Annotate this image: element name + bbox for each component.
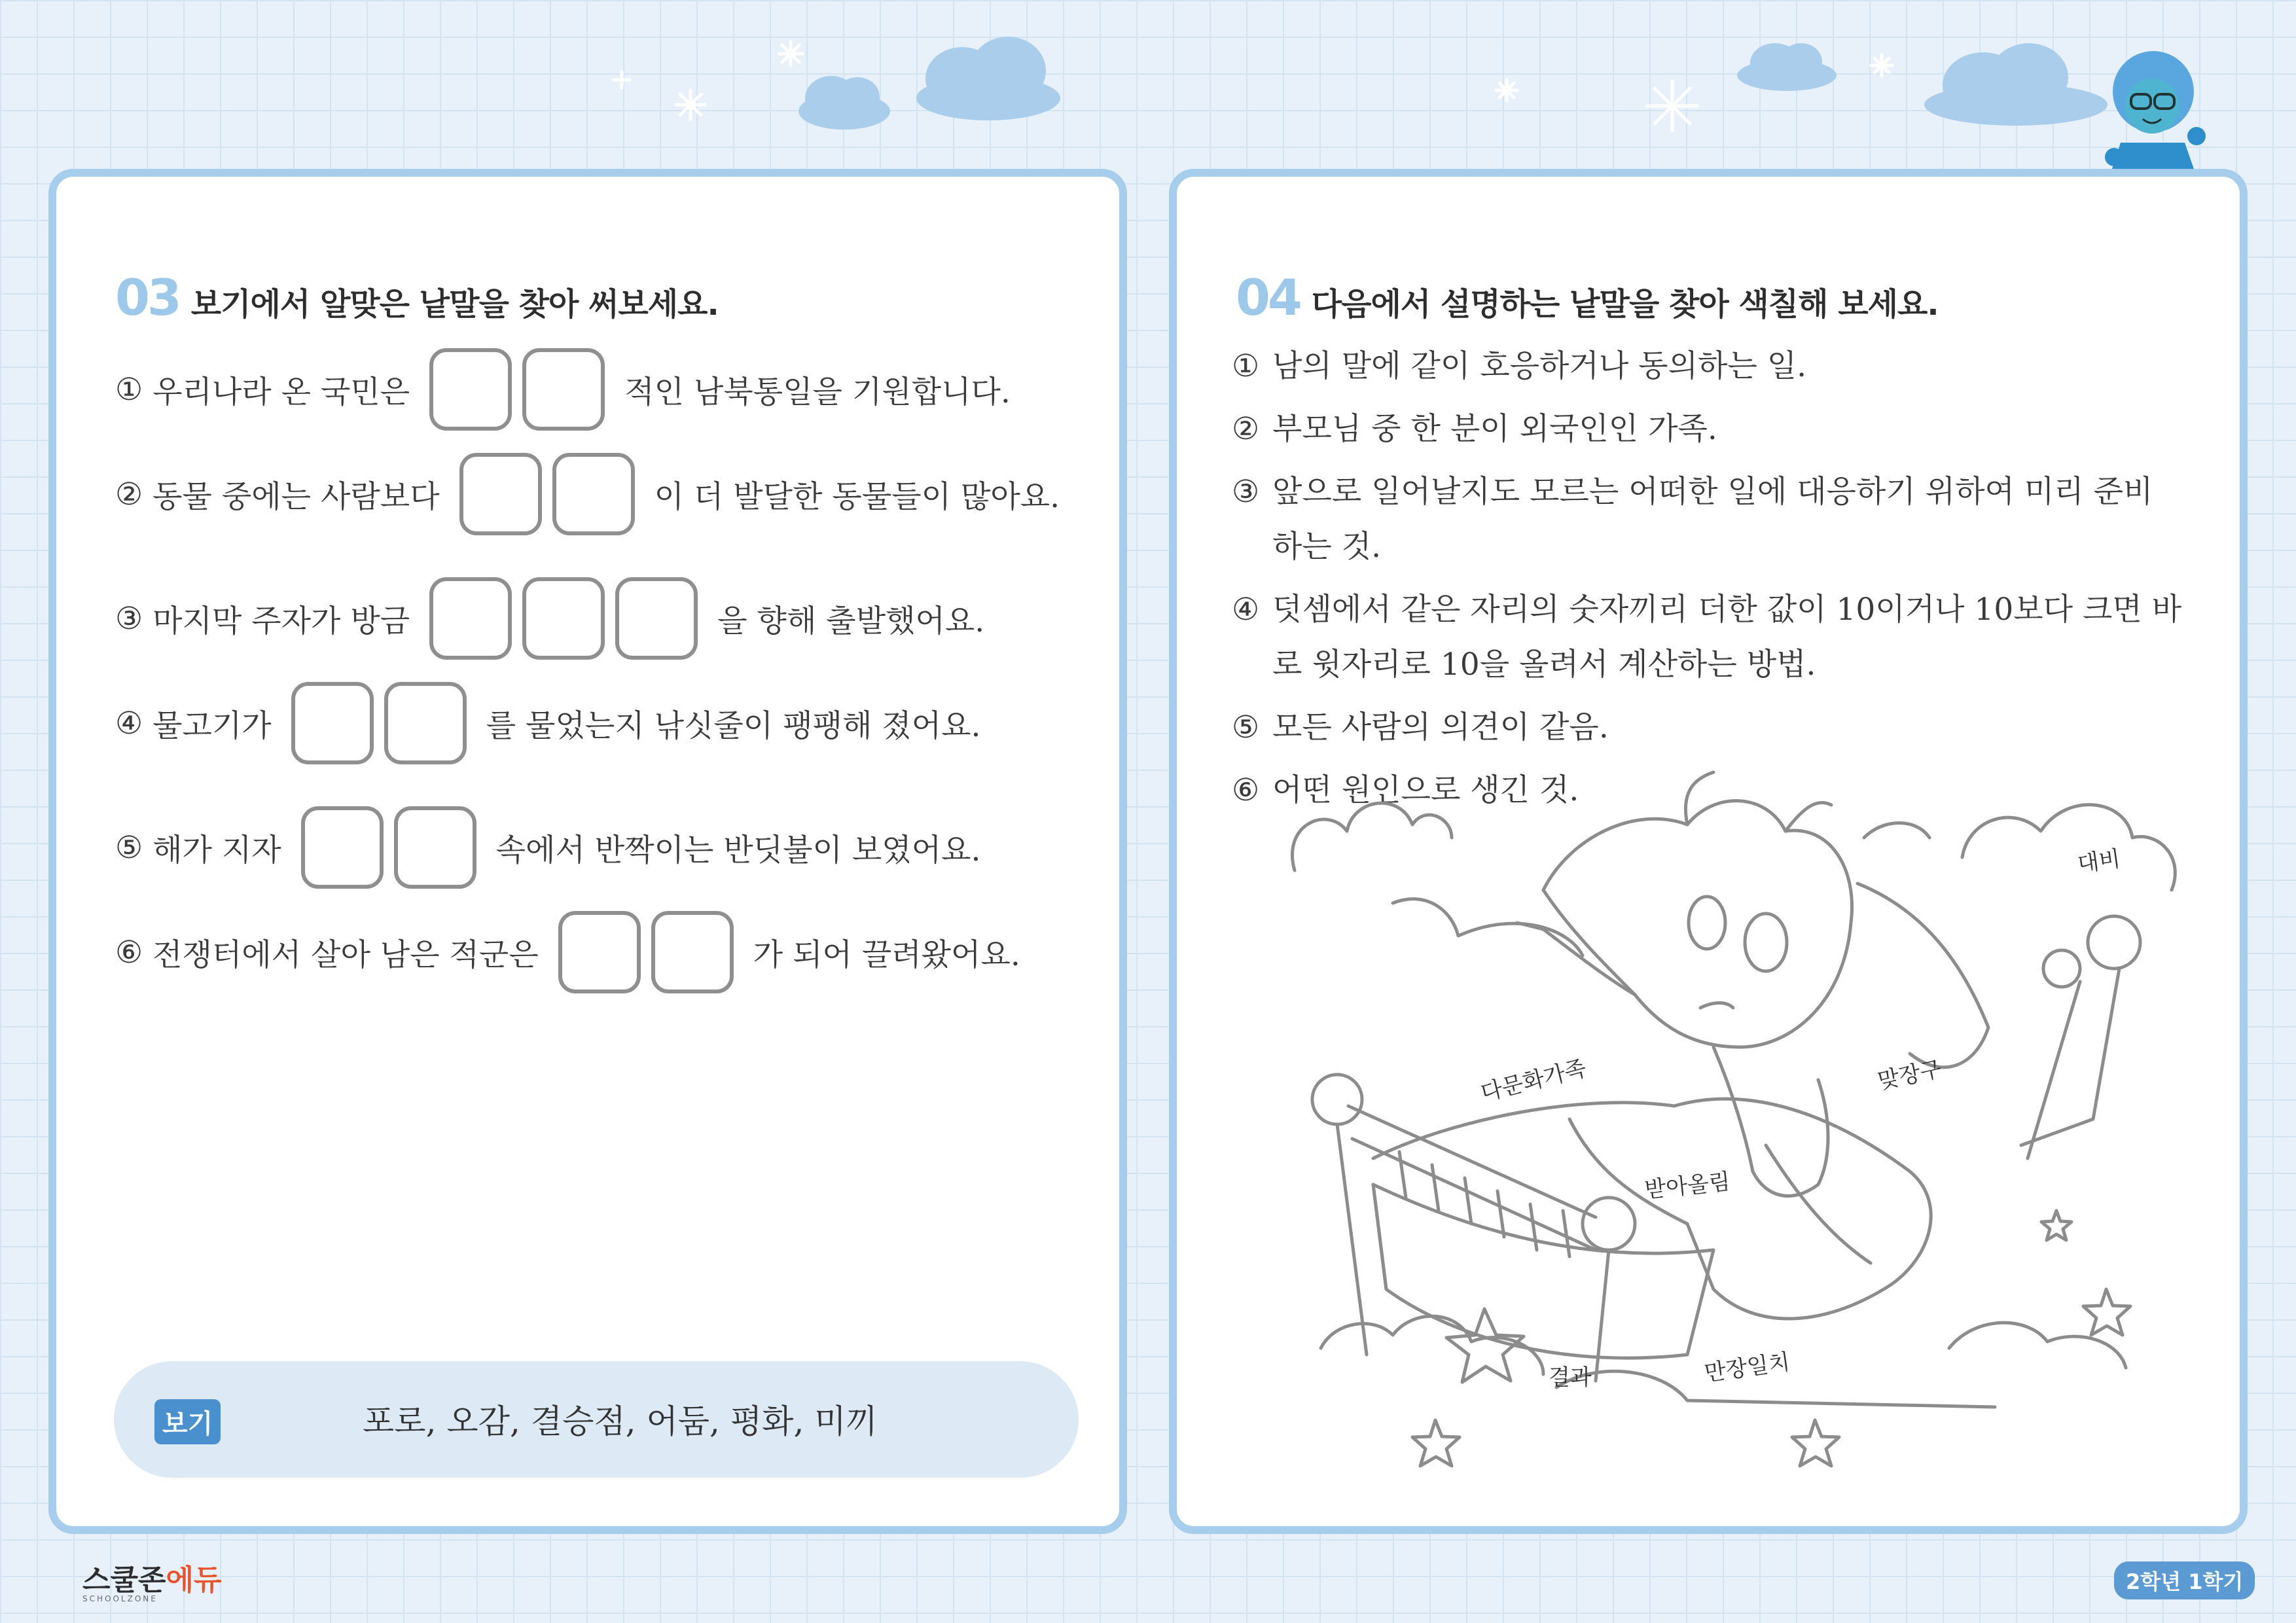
sentence-mark: ③ bbox=[115, 600, 143, 637]
sentence-before: 우리나라 온 국민은 bbox=[152, 374, 410, 410]
color-region-goat-head[interactable] bbox=[1543, 801, 1852, 1047]
answer-box[interactable] bbox=[394, 806, 476, 889]
item-text: 모든 사람의 의견이 같음. bbox=[1272, 709, 1609, 745]
snowflake-icon bbox=[1496, 80, 1517, 101]
answer-box[interactable] bbox=[552, 453, 635, 535]
sentence-row bbox=[115, 806, 980, 889]
cloud-icon bbox=[916, 37, 1060, 120]
color-region-bedpost-knob[interactable] bbox=[1312, 1075, 1362, 1124]
brand-logo bbox=[82, 1556, 222, 1603]
picture-word[interactable]: 대비 bbox=[2075, 846, 2123, 878]
sentence-before: 물고기가 bbox=[152, 707, 272, 744]
question-03-heading bbox=[115, 268, 719, 327]
sentence-before: 마지막 주자가 방금 bbox=[152, 603, 410, 639]
right-worksheet-panel bbox=[1169, 169, 2248, 1534]
word-bank-label: 보기 bbox=[154, 1399, 221, 1444]
cloud-icon bbox=[798, 76, 890, 130]
star-icon[interactable] bbox=[1446, 1309, 1524, 1382]
picture-word[interactable]: 결과 bbox=[1549, 1364, 1592, 1391]
sentence-mark: ② bbox=[115, 476, 143, 512]
color-region-goat-eye[interactable] bbox=[1689, 897, 1725, 949]
item-mark: ① bbox=[1232, 348, 1260, 384]
sentence-after: 가 되어 끌려왔어요. bbox=[753, 936, 1020, 973]
cloud-icon bbox=[1737, 43, 1837, 91]
sentence-before: 전쟁터에서 살아 남은 적군은 bbox=[152, 936, 539, 973]
star-icon[interactable] bbox=[2041, 1211, 2072, 1240]
picture-word[interactable]: 만장일치 bbox=[1702, 1349, 1792, 1387]
sentence-row bbox=[115, 453, 1060, 535]
answer-box[interactable] bbox=[429, 348, 512, 431]
sentence-before: 동물 중에는 사람보다 bbox=[152, 478, 440, 515]
picture-word[interactable]: 맞장구 bbox=[1875, 1056, 1945, 1095]
color-region-cloud[interactable] bbox=[1962, 805, 2175, 890]
answer-box[interactable] bbox=[459, 453, 542, 535]
word-bank-words: 포로, 오감, 결승점, 어둠, 평화, 미끼 bbox=[363, 1402, 878, 1440]
color-region-goat-ear[interactable] bbox=[1857, 883, 1988, 1067]
brand-main: 스쿨존 bbox=[82, 1563, 166, 1597]
grade-badge: 2학년 1학기 bbox=[2114, 1561, 2255, 1599]
item-mark: ③ bbox=[1232, 474, 1260, 510]
sentence-after: 이 더 발달한 동물들이 많아요. bbox=[654, 478, 1060, 515]
item-text: 남의 말에 같이 호응하거나 동의하는 일. bbox=[1272, 348, 1807, 384]
color-region-blanket[interactable] bbox=[1373, 1099, 1931, 1319]
sentence-after: 속에서 반짝이는 반딧불이 보였어요. bbox=[495, 832, 981, 868]
item-mark: ⑤ bbox=[1232, 709, 1260, 745]
picture-word[interactable]: 받아올림 bbox=[1643, 1168, 1732, 1204]
star-icon[interactable] bbox=[1792, 1420, 1839, 1466]
snowflake-icon bbox=[779, 42, 802, 65]
question-title: 보기에서 알맞은 낱말을 찾아 써보세요. bbox=[190, 286, 719, 323]
answer-box[interactable] bbox=[522, 348, 605, 431]
star-icon[interactable] bbox=[1412, 1420, 1460, 1466]
sentence-row bbox=[115, 348, 1011, 431]
left-worksheet-panel bbox=[48, 169, 1127, 1534]
snowflake-icon bbox=[1647, 81, 1697, 131]
item-text: 부모님 중 한 분이 외국인인 가족. bbox=[1272, 411, 1717, 447]
item-text-continued: 로 윗자리로 10을 올려서 계산하는 방법. bbox=[1272, 647, 1816, 683]
coloring-picture bbox=[1177, 177, 2240, 1526]
color-region-bedpost-knob[interactable] bbox=[1583, 1198, 1635, 1250]
color-region-goat-body[interactable] bbox=[1713, 1047, 1828, 1196]
item-text-continued: 하는 것. bbox=[1272, 529, 1382, 565]
sentence-mark: ⑥ bbox=[115, 934, 143, 971]
star-icon[interactable] bbox=[2083, 1289, 2130, 1335]
question-number: 04 bbox=[1236, 268, 1300, 327]
color-region-bedpost-knob[interactable] bbox=[2043, 950, 2080, 987]
snowflake-icon bbox=[1871, 55, 1892, 76]
item-text: 어떤 원인으로 생긴 것. bbox=[1272, 772, 1579, 808]
item-text: 덧셈에서 같은 자리의 숫자끼리 더한 값이 10이거나 10보다 크면 바 bbox=[1272, 592, 2182, 628]
sentence-after: 을 향해 출발했어요. bbox=[717, 603, 985, 639]
brand-sub: SCHOOLZONE bbox=[82, 1594, 158, 1603]
sentence-row bbox=[115, 682, 980, 764]
answer-box[interactable] bbox=[384, 682, 467, 764]
item-mark: ⑥ bbox=[1232, 772, 1260, 808]
header-decoration bbox=[0, 0, 2296, 170]
word-bank bbox=[114, 1361, 1079, 1478]
snowflake-icon bbox=[676, 90, 705, 119]
answer-box[interactable] bbox=[429, 577, 512, 660]
sentence-row bbox=[115, 577, 984, 660]
item-mark: ② bbox=[1232, 411, 1260, 447]
sentence-mark: ① bbox=[115, 371, 143, 408]
question-number: 03 bbox=[115, 268, 179, 327]
answer-box[interactable] bbox=[291, 682, 374, 764]
sentence-mark: ⑤ bbox=[115, 829, 143, 866]
answer-box[interactable] bbox=[522, 577, 605, 660]
item-text: 앞으로 일어날지도 모르는 어떠한 일에 대응하기 위하여 미리 준비 bbox=[1272, 474, 2153, 510]
question-title: 다음에서 설명하는 낱말을 찾아 색칠해 보세요. bbox=[1311, 286, 1939, 323]
sentence-row bbox=[115, 911, 1020, 993]
picture-word[interactable]: 다문화가족 bbox=[1478, 1055, 1589, 1107]
sentence-after: 적인 남북통일을 기원합니다. bbox=[624, 374, 1011, 410]
color-region-goat-eye[interactable] bbox=[1745, 914, 1787, 971]
color-region-cloud[interactable] bbox=[1292, 803, 1452, 870]
sentence-before: 해가 지자 bbox=[152, 832, 281, 868]
answer-box[interactable] bbox=[651, 911, 734, 993]
answer-box[interactable] bbox=[615, 577, 698, 660]
snowflake-icon bbox=[614, 72, 630, 88]
answer-box[interactable] bbox=[301, 806, 384, 889]
color-region-cloud[interactable] bbox=[1864, 823, 1929, 838]
item-mark: ④ bbox=[1232, 592, 1260, 628]
sentence-mark: ④ bbox=[115, 705, 143, 741]
brand-edu: 에듀 bbox=[166, 1563, 222, 1597]
color-region-bedpost-knob[interactable] bbox=[2088, 916, 2140, 969]
sentence-after: 를 물었는지 낚싯줄이 팽팽해 졌어요. bbox=[486, 707, 981, 744]
answer-box[interactable] bbox=[558, 911, 641, 993]
